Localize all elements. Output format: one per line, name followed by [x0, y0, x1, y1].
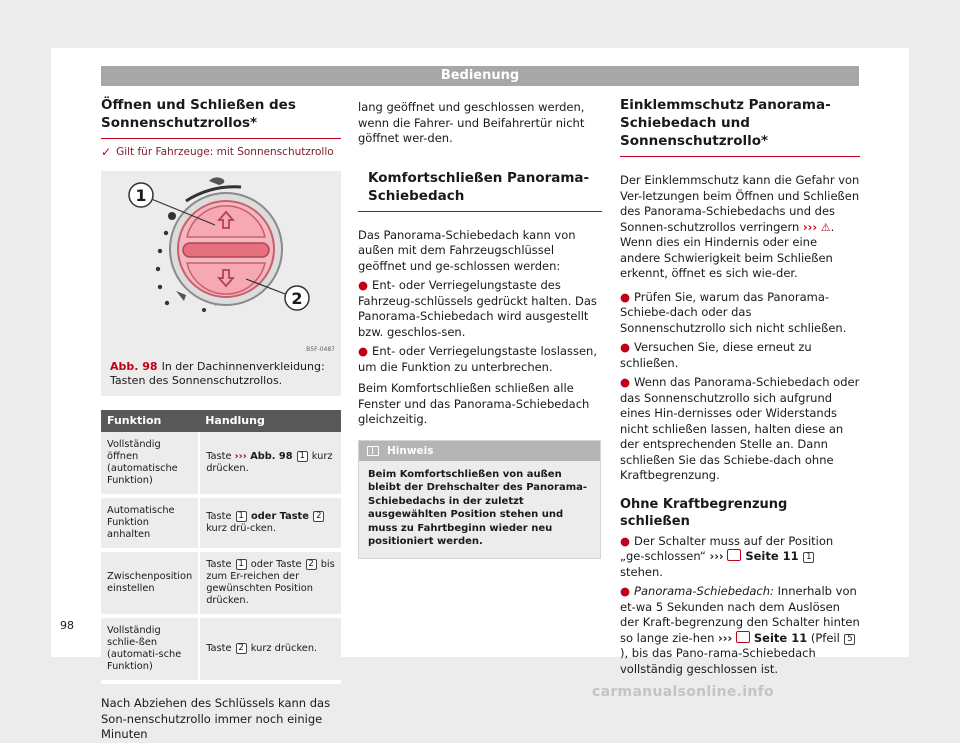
- table-row: [101, 616, 341, 682]
- table-header-handlung: Handlung: [199, 410, 341, 432]
- paragraph-after-table: Nach Abziehen des Schlüssels kann das Son-nenschutzrollo immer noch einige Minuten: [101, 696, 331, 741]
- paragraph-einklemmschutz: Der Einklemmschutz kann die Gefahr von Ver-letzungen beim Öffnen und Schließen des Panorama-Schiebedachs und des Sonnen-schutzrollos verringern ››› ⚠. Wenn dies ein Hindernis oder eine andere Schwierigkeit beim Schließen erkennt, öffnet es sich wie-der.: [620, 173, 860, 280]
- figure-code: B5F-0487: [306, 346, 335, 353]
- watermark: carmanualsonline.info: [592, 684, 774, 700]
- list-item: ● Prüfen Sie, warum das Panorama-Schiebe-dach oder das Sonnenschutzrollo sich nicht schließen.: [620, 289, 847, 335]
- book-icon: [367, 446, 379, 456]
- key-number-badge: 2: [306, 559, 317, 570]
- section-title-komfortschliessen: Komfortschließen Panorama-Schiebedach: [368, 169, 590, 204]
- bullet-icon: ●: [620, 289, 631, 304]
- key-number-badge: 1: [236, 559, 247, 570]
- callout-1-label: 1: [135, 186, 147, 205]
- page-reference-link[interactable]: Seite 11: [749, 630, 808, 645]
- table-cell-funktion: Vollständig öffnen (automatische Funktion): [101, 432, 199, 496]
- table-cell-handlung: Taste 1 oder Taste 2 bis zum Er-reichen der gewünschten Position drücken.: [199, 550, 341, 616]
- hint-header: [359, 441, 600, 461]
- table-cell-funktion: Automatische Funktion anhalten: [101, 496, 199, 550]
- list-item: ● Panorama-Schiebedach: Innerhalb von et-wa 5 Sekunden nach dem Auslösen der Kraft-begrenzung den Schalter hinten so lange zie-hen ››› Seite 11 (Pfeil 5), bis das Pano-rama-Schiebedach vollständig geschlossen ist.: [620, 584, 860, 676]
- section-title-einklemmschutz: Einklemmschutz Panorama-Schiebedach und Sonnenschutzrollo*: [620, 97, 831, 149]
- page-reference-icon: [736, 631, 750, 643]
- list-item: ● Ent- oder Verriegelungstaste loslassen, um die Funktion zu unterbrechen.: [358, 344, 597, 374]
- key-number-badge: 1: [297, 451, 308, 462]
- running-header: Bedienung: [101, 66, 859, 86]
- page-reference-link[interactable]: Seite 11: [741, 549, 799, 563]
- sunblind-switch-illustration: [101, 171, 341, 356]
- reference-arrows: ›››: [802, 219, 818, 234]
- key-number-badge: 5: [844, 634, 855, 645]
- table-cell-handlung: Taste 1 oder Taste 2 kurz drü-cken.: [199, 496, 341, 550]
- key-number-badge: 2: [313, 511, 324, 522]
- list-item: ● Ent- oder Verriegelungstaste des Fahrzeug-schlüssels gedrückt halten. Das Panorama-Schiebedach wird ausgestellt bzw. geschlos-sen.: [358, 278, 597, 339]
- figure-98: [101, 171, 341, 356]
- page-number: 98: [60, 619, 74, 632]
- table-cell-handlung: Taste ››› Abb. 98 1 kurz drücken.: [199, 432, 341, 496]
- hint-box: [358, 440, 601, 559]
- table-row: [101, 432, 341, 496]
- bullet-icon: ●: [620, 340, 631, 354]
- section-title-sonnenschutzrollo: Öffnen und Schließen des Sonnenschutzrollos*: [101, 97, 296, 131]
- table-row: [101, 496, 341, 550]
- figure-reference-link[interactable]: ››› Abb. 98: [234, 451, 293, 462]
- table-cell-funktion: Vollständig schlie-ßen (automati-sche Funktion): [101, 616, 199, 682]
- hint-text: Beim Komfortschließen von außen bleibt der Drehschalter des Panorama-Schiebedachs in der zuletzt ausgewählten Position stehen und muss zu Fahrtbeginn wieder neu positioniert werden.: [359, 461, 600, 558]
- subheading-ohne-kraftbegrenzung: Ohne Kraftbegrenzung schließen: [620, 496, 788, 529]
- callout-2-label: 2: [291, 289, 303, 308]
- page-reference-icon: [727, 549, 741, 561]
- paragraph-continued: lang geöffnet und geschlossen werden, wenn die Fahrer- und Beifahrertür nicht göffnet wer-den.: [358, 100, 585, 145]
- key-number-badge: 1: [236, 511, 247, 522]
- paragraph-komfort: Beim Komfortschließen schließen alle Fenster und das Panorama-Schiebedach gleichzeitig.: [358, 381, 590, 426]
- bullet-icon: ●: [620, 375, 631, 389]
- bullet-icon: ●: [620, 584, 631, 598]
- table-header-funktion: Funktion: [101, 410, 199, 432]
- title-rule: [620, 156, 860, 157]
- key-number-badge: 1: [803, 552, 814, 563]
- bullet-icon: ●: [358, 344, 369, 358]
- caption-label: Abb. 98: [110, 360, 158, 373]
- caption-text: In der Dachinnenverkleidung: Tasten des Sonnenschutzrollos.: [110, 360, 325, 387]
- check-icon: ✓: [101, 145, 112, 159]
- list-item: ● Versuchen Sie, diese erneut zu schließen.: [620, 340, 812, 370]
- title-rule: [101, 138, 341, 139]
- left-column: [101, 96, 341, 743]
- reference-arrows: ›››: [709, 549, 724, 563]
- applies-text: Gilt für Fahrzeuge: mit Sonnenschutzrollo: [116, 146, 334, 158]
- key-number-badge: 2: [236, 643, 247, 654]
- figure-caption: [101, 356, 341, 396]
- applies-note: [101, 146, 341, 159]
- title-rule: [358, 211, 602, 212]
- list-item: ● Wenn das Panorama-Schiebedach oder das Sonnenschutzrollo sich aufgrund eines Hin-dernisses oder Widerstands nicht schließen lassen, halten diese an der entsprechenden Stelle an. Dann schließen Sie das Schiebe-dach ohne Kraftbegrenzung.: [620, 375, 860, 482]
- bullet-icon: ●: [620, 533, 631, 548]
- right-column: [620, 96, 860, 677]
- hint-title: Hinweis: [387, 444, 434, 457]
- table-cell-handlung: Taste 2 kurz drücken.: [199, 616, 341, 682]
- table-row: [101, 550, 341, 616]
- list-item: ● Der Schalter muss auf der Position „ge-schlossen“ ››› Seite 11 1 stehen.: [620, 533, 834, 579]
- bullet-icon: ●: [358, 278, 369, 292]
- paragraph-intro: Das Panorama-Schiebedach kann von außen mit dem Fahrzeugschlüssel geöffnet und ge-schlossen werden:: [358, 227, 576, 273]
- reference-arrows: ›››: [718, 630, 733, 645]
- warning-icon[interactable]: ⚠: [820, 220, 831, 234]
- function-table: [101, 410, 341, 684]
- table-cell-funktion: Zwischenposition einstellen: [101, 550, 199, 616]
- middle-column: [358, 96, 602, 559]
